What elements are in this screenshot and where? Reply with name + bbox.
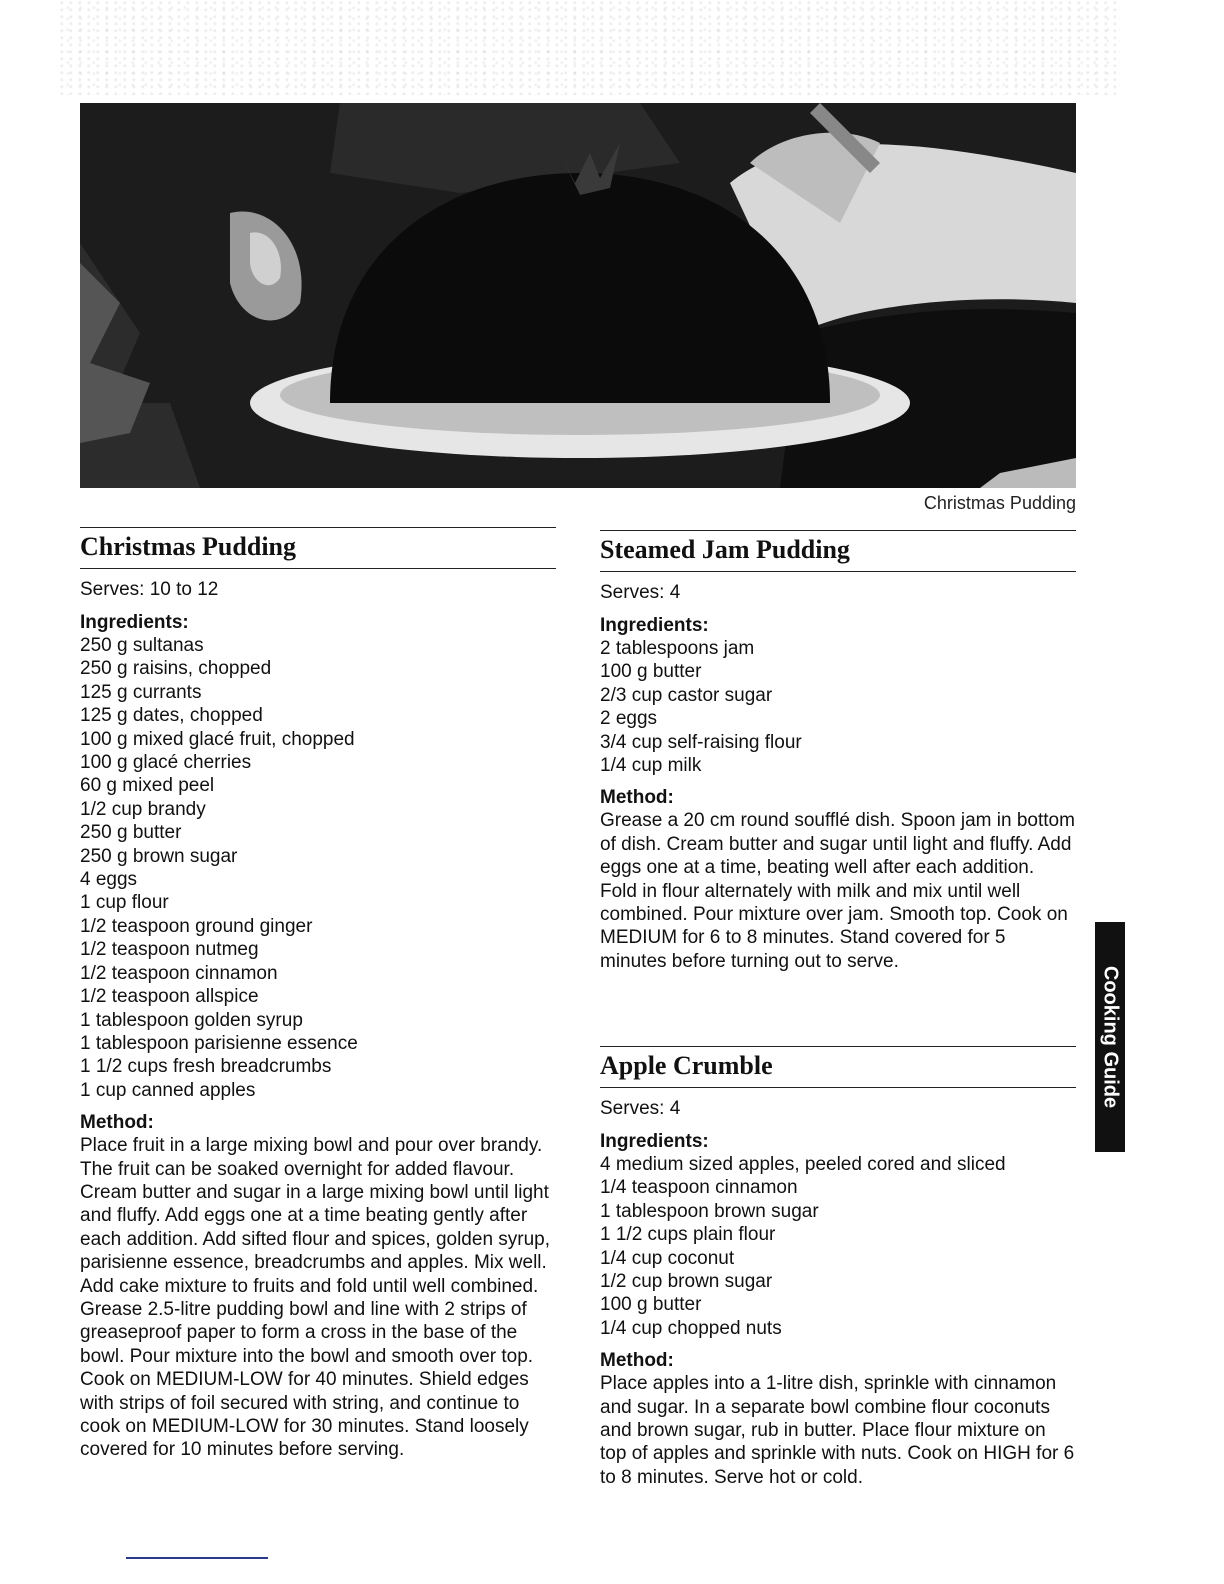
title-rule-bottom <box>600 1087 1076 1088</box>
recipe-apple-crumble <box>600 1046 1076 1489</box>
recipe-title: Apple Crumble <box>600 1051 773 1080</box>
photo-caption: Christmas Pudding <box>923 493 1076 513</box>
ingredient-item: 100 g butter <box>600 1294 702 1316</box>
side-tab-label: Cooking Guide <box>1099 965 1122 1109</box>
ingredient-item: 1 cup canned apples <box>80 1079 256 1101</box>
ingredients-list <box>600 1153 1076 1340</box>
method-heading: Method: <box>600 787 674 809</box>
ingredient-item: 1/2 cup brandy <box>80 798 206 820</box>
recipe-christmas-pudding <box>80 527 556 1462</box>
recipe-title: Christmas Pudding <box>80 532 296 561</box>
ingredient-item: 250 g raisins, chopped <box>80 658 272 680</box>
ingredients-heading: Ingredients: <box>600 615 709 636</box>
ingredient-item: 2 tablespoons jam <box>600 638 755 659</box>
ingredient-item: 1/2 teaspoon allspice <box>80 986 259 1008</box>
ingredient-item: 60 g mixed peel <box>80 775 215 797</box>
pudding-illustration <box>80 103 1076 488</box>
title-rule-bottom <box>600 571 1076 572</box>
ingredient-item: 1 tablespoon brown sugar <box>600 1200 819 1222</box>
ingredients-list <box>600 637 1076 777</box>
ingredient-item: 1 tablespoon parisienne essence <box>80 1032 358 1054</box>
recipe-steamed-jam-pudding <box>600 530 1076 973</box>
ingredients-heading: Ingredients: <box>80 612 189 633</box>
serves-text: Serves: 4 <box>600 582 681 603</box>
recipe-title: Steamed Jam Pudding <box>600 535 850 564</box>
method-text: Place fruit in a large mixing bowl and pour over brandy. The fruit can be soaked overnight for added flavour. Cream butter and sugar in a large mixing bowl until light and fluffy. Add eggs one at a time beating gently after each addition. Add sifted flour and spices, golden syrup, parisienne essence, breadcrumbs and apples. Mix well. Add cake mixture to fruits and fold until well combined. Grease 2.5-litre pudding bowl and line with 2 strips of greaseproof paper to form a cross in the base of the bowl. Pour mixture into the bowl and smooth over top. Cook on MEDIUM-LOW for 40 minutes. Shield edges with strips of foil secured with string, and continue to cook on MEDIUM-LOW for 30 minutes. Stand loosely covered for 10 minutes before serving. <box>80 1135 551 1461</box>
ingredient-item: 1/2 teaspoon nutmeg <box>80 939 259 961</box>
footer-rule <box>126 1557 268 1559</box>
ingredient-item: 250 g sultanas <box>80 635 204 656</box>
method-heading: Method: <box>600 1350 674 1372</box>
ingredient-item: 1 tablespoon golden syrup <box>80 1009 303 1031</box>
title-rule-bottom <box>80 568 556 569</box>
ingredient-item: 3/4 cup self-raising flour <box>600 731 802 753</box>
serves-text: Serves: 4 <box>600 1098 681 1119</box>
ingredients-heading: Ingredients: <box>600 1131 709 1152</box>
ingredient-item: 1 1/2 cups plain flour <box>600 1224 776 1246</box>
ingredient-item: 250 g butter <box>80 822 182 844</box>
ingredient-item: 100 g glacé cherries <box>80 752 252 774</box>
ingredient-item: 1/4 cup milk <box>600 755 702 777</box>
ingredient-item: 4 eggs <box>80 869 138 891</box>
ingredient-item: 100 g butter <box>600 661 702 683</box>
ingredient-item: 2/3 cup castor sugar <box>600 684 773 706</box>
serves-text: Serves: 10 to 12 <box>80 579 219 600</box>
ingredient-item: 2 eggs <box>600 708 658 730</box>
ingredient-item: 1/2 cup brown sugar <box>600 1271 773 1293</box>
ingredient-item: 1/2 teaspoon ground ginger <box>80 915 313 937</box>
ingredient-item: 1 cup flour <box>80 892 169 914</box>
ingredient-item: 1/4 cup coconut <box>600 1247 735 1269</box>
ingredient-item: 1/4 cup chopped nuts <box>600 1317 782 1339</box>
ingredient-item: 1 1/2 cups fresh breadcrumbs <box>80 1056 332 1078</box>
ingredient-item: 250 g brown sugar <box>80 845 238 867</box>
ingredient-item: 125 g dates, chopped <box>80 705 263 727</box>
ingredient-item: 125 g currants <box>80 681 202 703</box>
ingredients-list <box>80 634 556 1102</box>
method-heading: Method: <box>80 1112 154 1134</box>
method-text: Grease a 20 cm round soufflé dish. Spoon jam in bottom of dish. Cream butter and sugar until light and fluffy. Add eggs one at a time, beating well after each addition. Fold in flour alternately with milk and mix until well combined. Pour mixture over jam. Smooth top. Cook on MEDIUM for 6 to 8 minutes. Stand covered for 5 minutes before turning out to serve. <box>600 810 1075 972</box>
ingredient-item: 100 g mixed glacé fruit, chopped <box>80 728 355 750</box>
scan-noise <box>60 0 1120 95</box>
ingredient-item: 4 medium sized apples, peeled cored and sliced <box>600 1154 1006 1175</box>
ingredient-item: 1/4 teaspoon cinnamon <box>600 1177 798 1199</box>
section-side-tab <box>1095 922 1125 1152</box>
christmas-pudding-photo <box>80 103 1076 488</box>
method-text: Place apples into a 1-litre dish, sprinkle with cinnamon and sugar. In a separate bowl combine flour coconuts and brown sugar, rub in butter. Place flour mixture on top of apples and sprinkle with nuts. Cook on HIGH for 6 to 8 minutes. Serve hot or cold. <box>600 1373 1075 1488</box>
ingredient-item: 1/2 teaspoon cinnamon <box>80 962 278 984</box>
